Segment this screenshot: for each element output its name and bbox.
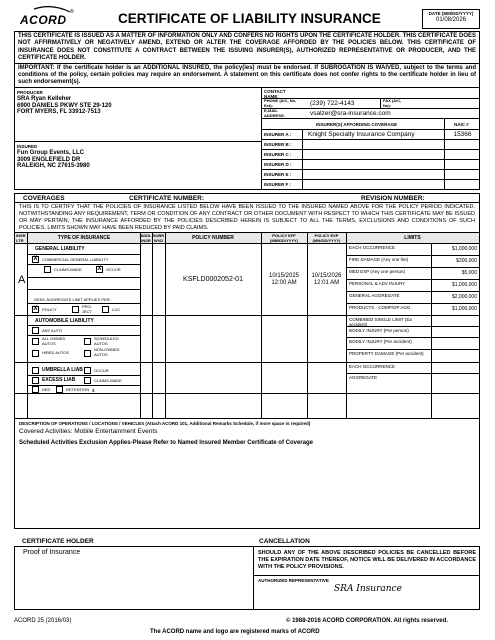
date-box — [422, 9, 480, 29]
certificate-number-label: CERTIFICATE NUMBER: — [129, 195, 204, 202]
any-auto-label: ANY AUTO — [42, 328, 63, 333]
gl-policy-label: POLICY — [42, 307, 57, 312]
description-line-1: Covered Activities: Mobile Entertainment Events — [19, 428, 158, 435]
auto-title-rule — [28, 325, 140, 326]
date-label: DATE (MM/DD/YYYY) — [428, 11, 474, 16]
contact-email-row — [262, 109, 480, 119]
limit-label: EACH OCCURRENCE — [349, 245, 396, 250]
producer-label: PRODUCER — [17, 90, 43, 95]
naic-cell-divider — [444, 160, 445, 170]
gl-agg-title: GEN'L AGGREGATE LIMIT APPLIES PER: — [34, 297, 111, 302]
naic-divider — [444, 119, 445, 130]
page-title: CERTIFICATE OF LIABILITY INSURANCE — [118, 11, 381, 26]
retention-value: $ — [92, 388, 95, 393]
header-policy-number: POLICY NUMBER — [192, 235, 234, 241]
phone-value: (239) 722-4143 — [310, 100, 355, 107]
all-owned-checkbox[interactable] — [32, 338, 39, 345]
producer-address2: FORT MYERS, FL 33912-7513 — [17, 109, 101, 116]
producer-address1: 6900 DANIELS PKWY STE 29-120 — [17, 102, 112, 109]
retention-checkbox[interactable] — [56, 386, 63, 393]
naic-label: NAIC # — [454, 122, 469, 127]
authorized-signature: SRA Insurance — [334, 584, 402, 594]
naic-cell-divider — [444, 180, 445, 190]
limit-label: BODILY INJURY (Per accident) — [349, 339, 412, 344]
description-line-2: Scheduled Activities Exclusion Applies-Please Refer to Named Insured Member Certificate of Coverage — [19, 440, 313, 446]
gl-project-label: PRO-JECT — [82, 304, 92, 314]
gl-exp-time: 12:01 AM — [313, 280, 340, 286]
gl-occur-checkbox[interactable]: X — [97, 266, 102, 272]
limit-label: BODILY INJURY (Per person) — [349, 328, 409, 333]
gl-insurer-letter: A — [18, 274, 26, 286]
gl-claims-made-label: CLAIMS-MADE — [54, 267, 82, 272]
acord-logo-text: ACORD — [20, 13, 67, 27]
insurer-row — [262, 170, 480, 180]
umbrella-rule-1 — [28, 375, 140, 376]
gl-cgl-checkbox[interactable]: X — [33, 256, 38, 262]
limit-value: $5,000 — [461, 270, 477, 276]
insurer-label-divider — [302, 180, 303, 190]
limit-label: COMBINED SINGLE LIMIT (Ea accident) — [349, 317, 412, 328]
cancellation-label: CANCELLATION — [259, 538, 310, 545]
header-subr: SUBR WVD — [152, 233, 165, 243]
producer-name: SRA Ryan Kelleher — [17, 96, 72, 103]
header-exp: POLICY EXP (MM/DD/YYYY) — [312, 233, 341, 243]
certificate-holder-label: CERTIFICATE HOLDER — [22, 538, 94, 545]
main-notice-box — [14, 31, 480, 64]
gl-title-rule — [28, 254, 140, 255]
contact-name-label: CONTACT NAME: — [264, 89, 286, 100]
retention-label: RETENTION — [66, 387, 90, 392]
certificate-holder-value: Proof of Insurance — [23, 549, 81, 556]
excess-checkbox[interactable] — [32, 377, 39, 384]
description-label: DESCRIPTION OF OPERATIONS / LOCATIONS / VEHICLES (Attach ACORD 101, Additional Remarks Schedule, if more space is required) — [19, 421, 311, 426]
ded-checkbox[interactable] — [32, 386, 39, 393]
gl-loc-checkbox[interactable] — [102, 306, 109, 313]
claims-made-checkbox[interactable] — [84, 377, 91, 384]
cancellation-box — [254, 546, 480, 610]
insurer-label-divider — [302, 160, 303, 170]
header-limits: LIMITS — [404, 235, 421, 241]
umbrella-occur-label: OCCUR — [94, 368, 109, 373]
hired-checkbox[interactable] — [32, 350, 39, 357]
insurers-header-label: INSURER(S) AFFORDING COVERAGE — [316, 122, 398, 127]
producer-section — [17, 90, 257, 116]
gl-policy-checkbox[interactable]: X — [33, 306, 38, 312]
coverages-header — [14, 193, 480, 203]
registered-mark: ® — [70, 9, 74, 15]
insurer-row — [262, 150, 480, 160]
gl-occur-label: OCCUR — [106, 267, 121, 272]
fax-label: FAX (A/C, No): — [383, 98, 402, 108]
insurer-label: INSURER E : — [264, 172, 292, 177]
limit-label: FIRE DAMAGE (Any one fire) — [349, 257, 409, 262]
gl-exp-date: 10/15/2026 — [311, 273, 342, 279]
insurer-name: Knight Specialty Insurance Company — [308, 131, 415, 138]
gl-cgl-rule — [28, 264, 140, 265]
ded-label: DED — [42, 387, 51, 392]
insurer-label-divider — [302, 150, 303, 160]
email-label: E-MAIL ADDRESS: — [264, 108, 285, 118]
gl-title: GENERAL LIABILITY — [35, 246, 85, 252]
insurers-header-row — [262, 119, 480, 130]
limit-value: $1,000,000 — [451, 246, 477, 252]
coverages-text: THIS IS TO CERTIFY THAT THE POLICIES OF INSURANCE LISTED BELOW HAVE BEEN ISSUED TO THE INSURED NAMED ABOVE FOR THE POLICY PERIOD INDICATED. NOTWITHSTANDING ANY REQUIREMENT, TERM OR CONDITION OF ANY CONTRACT OR OTHER DOCUMENT WITH RESPECT TO WHICH THIS CERTIFICATE MAY BE ISSUED OR MAY PERTAIN, THE INSURANCE AFFORDED BY THE POLICIES DESCRIBED HEREIN IS SUBJECT TO ALL THE TERMS, EXCLUSIONS AND CONDITIONS OF SUCH POLICIES. LIMITS SHOWN MAY HAVE BEEN REDUCED BY PAID CLAIMS. — [19, 204, 475, 231]
limit-label: PROPERTY DAMAGE (Per accident) — [349, 351, 424, 356]
hired-label: HIRED AUTOS — [42, 350, 70, 355]
umbrella-rule-2 — [28, 385, 140, 386]
all-owned-label: ALL OWNED AUTOS — [42, 336, 66, 346]
header-type: TYPE OF INSURANCE — [57, 235, 111, 241]
gl-project-checkbox[interactable] — [72, 306, 79, 313]
insured-address1: 3009 ENGLEFIELD DR — [17, 156, 81, 163]
limit-value: $1,000,000 — [451, 306, 477, 312]
umbrella-claims-made-label: CLAIMS-MADE — [94, 378, 122, 383]
gl-eff-date: 10/15/2025 — [268, 273, 300, 279]
insured-name: Fun Group Events, LLC — [17, 150, 84, 157]
fax-divider — [380, 99, 381, 109]
trademark: The ACORD name and logo are registered marks of ACORD — [150, 629, 320, 635]
certificate-holder-box — [14, 546, 254, 610]
insurer-label-divider — [302, 170, 303, 180]
coverages-text-box — [14, 203, 480, 233]
umbrella-label: UMBRELLA LIAB — [42, 367, 83, 373]
acord-logo — [14, 6, 74, 28]
umbrella-occur-checkbox[interactable] — [84, 367, 91, 374]
phone-label: PHONE (A/C, No, Ext): — [264, 98, 297, 108]
description-box — [14, 419, 480, 529]
insured-address2: RALEIGH, NC 27615-3980 — [17, 163, 90, 170]
gl-eff-time: 12:00 AM — [271, 280, 297, 286]
naic-cell-divider — [444, 150, 445, 160]
limit-value: $1,000,000 — [451, 282, 477, 288]
gl-cgl-label: COMMERCIAL GENERAL LIABILITY — [42, 257, 109, 262]
umbrella-checkbox[interactable] — [32, 367, 39, 374]
insurer-label: INSURER A : — [264, 132, 292, 137]
insurer-row — [262, 140, 480, 150]
authorized-rep-label: AUTHORIZED REPRESENTATIVE — [258, 578, 329, 583]
insurer-label-divider — [302, 130, 303, 140]
insurer-label: INSURER C : — [264, 152, 292, 157]
limit-value: $2,000,000 — [451, 294, 477, 300]
cancellation-text: SHOULD ANY OF THE ABOVE DESCRIBED POLICIES BE CANCELLED BEFORE THE EXPIRATION DATE THEREOF, NOTICE WILL BE DELIVERED IN ACCORDANCE WITH THE POLICY PROVISIONS. — [258, 550, 476, 570]
insurer-label: INSURER B : — [264, 142, 292, 147]
form-number: ACORD 25 (2016/03) — [14, 618, 72, 624]
limit-label: EACH OCCURRENCE — [349, 364, 396, 369]
date-value: 01/08/2026 — [435, 17, 467, 24]
contact-phone-row — [262, 99, 480, 109]
insurer-label-divider — [302, 140, 303, 150]
main-notice: THIS CERTIFICATE IS ISSUED AS A MATTER OF INFORMATION ONLY AND CONFERS NO RIGHTS UPON THE CERTIFICATE HOLDER. THIS CERTIFICATE DOES NOT AFFIRMATIVELY OR NEGATIVELY AMEND, EXTEND OR ALTER THE COVERAGE AFFORDED BY THE POLICIES BELOW. THIS CERTIFICATE OF INSURANCE DOES NOT CONSTITUTE A CONTRACT BETWEEN THE ISSUING INSURER(S), AUTHORIZED REPRESENTATIVE OR PRODUCER, AND THE CERTIFICATE HOLDER. — [18, 33, 476, 61]
header-insr-ltr: INSR LTR — [16, 233, 26, 243]
insurer-label: INSURER F : — [264, 182, 291, 187]
limit-value: $300,000 — [456, 258, 477, 264]
coverages-label: COVERAGES — [23, 195, 65, 202]
scheduled-checkbox[interactable] — [84, 338, 91, 345]
limit-label: PRODUCTS - COMP/OP AGG — [349, 305, 411, 310]
limit-label: GENERAL AGGREGATE — [349, 293, 400, 298]
copyright: © 1988-2016 ACORD CORPORATION. All rights reserved. — [286, 618, 448, 624]
cancellation-divider — [254, 575, 479, 576]
insurer-row — [262, 160, 480, 170]
limit-label: MED EXP (Any one person) — [349, 269, 405, 274]
limit-label: AGGREGATE — [349, 375, 378, 380]
non-owned-label: NON-OWNED AUTOS — [94, 347, 120, 357]
excess-label: EXCESS LIAB — [42, 377, 76, 383]
insurer-label: INSURER D : — [264, 162, 292, 167]
insured-label: INSURED — [17, 144, 38, 149]
limit-label: PERSONAL & ADV INJURY — [349, 281, 406, 286]
naic-cell-divider — [444, 170, 445, 180]
insured-section — [17, 144, 257, 170]
any-auto-checkbox[interactable] — [32, 327, 39, 334]
header-eff: POLICY EFF (MM/DD/YYYY) — [270, 233, 298, 243]
naic-cell-divider — [444, 140, 445, 150]
insurer-row — [262, 180, 480, 190]
header-addl: ADDL INSR — [140, 233, 152, 243]
insurer-naic: 15366 — [453, 131, 472, 138]
auto-title: AUTOMOBILE LIABILITY — [35, 318, 94, 324]
important-notice: IMPORTANT: If the certificate holder is an ADDITIONAL INSURED, the policy(ies) must be endorsed. If SUBROGATION IS WAIVED, subject to the terms and conditions of the policy, certain policies may require an endorsement. A statement on this certificate does not confer rights to the certificate holder in lieu of such endorsement(s). — [18, 65, 476, 85]
gl-loc-label: LOC — [112, 307, 121, 312]
gl-claims-made-checkbox[interactable] — [44, 266, 51, 273]
scheduled-label: SCHEDULED AUTOS — [94, 336, 119, 346]
revision-number-label: REVISION NUMBER: — [361, 195, 425, 202]
gl-policy-number: KSFLD0002052-01 — [183, 276, 243, 283]
non-owned-checkbox[interactable] — [84, 350, 91, 357]
gl-blank-rule-1 — [28, 277, 140, 278]
important-notice-box — [14, 64, 480, 88]
gl-blank-rule-2 — [28, 289, 140, 290]
email-value: vsalzer@sra-insurance.com — [310, 110, 391, 117]
